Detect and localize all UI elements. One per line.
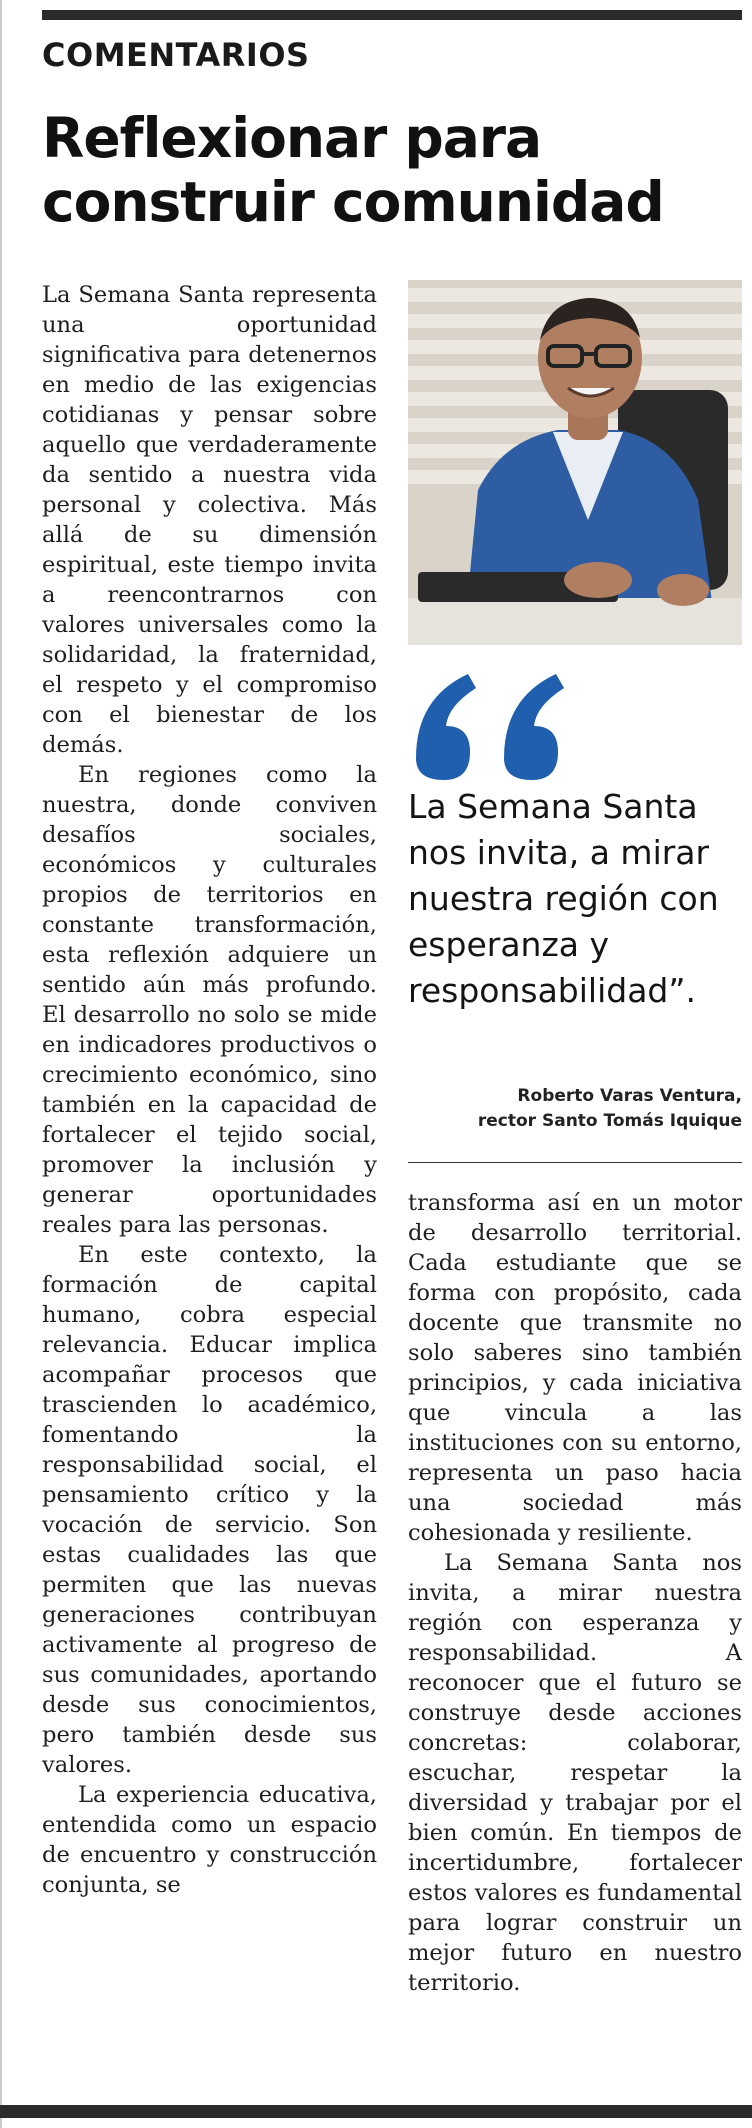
author-attribution: [408, 1084, 742, 1134]
author-name: Roberto Varas Ventura,: [517, 1086, 742, 1106]
top-rule: [42, 10, 742, 20]
paragraph: La Semana Santa nos invita, a mirar nuestra región con esperanza y responsabilidad. A reconocer que el futuro se construye desde acciones concretas: colaborar, escuchar, respetar la diversidad y trabajar por el bien común. En tiempos de incertidumbre, fortalecer estos valores es fundamental para lograr construir un mejor futuro en nuestro territorio.: [408, 1550, 742, 1996]
paragraph: transforma así en un motor de desarrollo territorial. Cada estudiante que se forma con propósito, cada docente que transmite no solo saberes sino también principios, y cada iniciativa que vincula a las instituciones con su entorno, representa un paso hacia una sociedad más cohesionada y resiliente.: [408, 1190, 742, 1546]
paragraph: La Semana Santa representa una oportunidad significativa para detenernos en medio de las exigencias cotidianas y pensar sobre aquello que verdaderamente da sentido a nuestra vida personal y colectiva. Más allá de su dimensión espiritual, este tiempo invita a reencontrarnos con valores universales como la solidaridad, la fraternidad, el respeto y el compromiso con el bienestar de los demás.: [42, 282, 377, 758]
author-portrait-illustration: [408, 280, 742, 645]
author-role: rector Santo Tomás Iquique: [477, 1111, 742, 1131]
column-divider: [408, 1162, 742, 1163]
paragraph: En este contexto, la formación de capital humano, cobra especial relevancia. Educar implica acompañar procesos que trascienden lo académico, fomentando la responsabilidad social, el pensamiento crítico y la vocación de servicio. Son estas cualidades las que permiten que las nuevas generaciones contribuyan activamente al progreso de sus comunidades, aportando desde sus conocimientos, pero también desde sus valores.: [42, 1242, 377, 1778]
paragraph: En regiones como la nuestra, donde conviven desafíos sociales, económicos y culturales propios de territorios en constante transformación, esta reflexión adquiere un sentido aún más profundo. El desarrollo no solo se mide en indicadores productivos o crecimiento económico, sino también en la capacidad de fortalecer el tejido social, promover la inclusión y generar oportunidades reales para las personas.: [42, 762, 377, 1238]
bottom-rule: [0, 2105, 752, 2118]
page-edge-rule: [0, 0, 2, 2128]
author-photo: [408, 280, 742, 645]
pull-quote: La Semana Santa nos invita, a mirar nuestra región con esperanza y responsabilidad”.: [408, 787, 719, 1010]
quote-mark-icon: [408, 668, 608, 788]
article-column-left: [42, 280, 377, 1900]
paragraph: La experiencia educativa, entendida como un espacio de encuentro y construcción conjunta, se: [42, 1782, 377, 1898]
article-column-right: [408, 1188, 742, 1998]
headline: Reflexionar para construir comunidad: [42, 106, 664, 234]
section-label: COMENTARIOS: [42, 36, 310, 74]
